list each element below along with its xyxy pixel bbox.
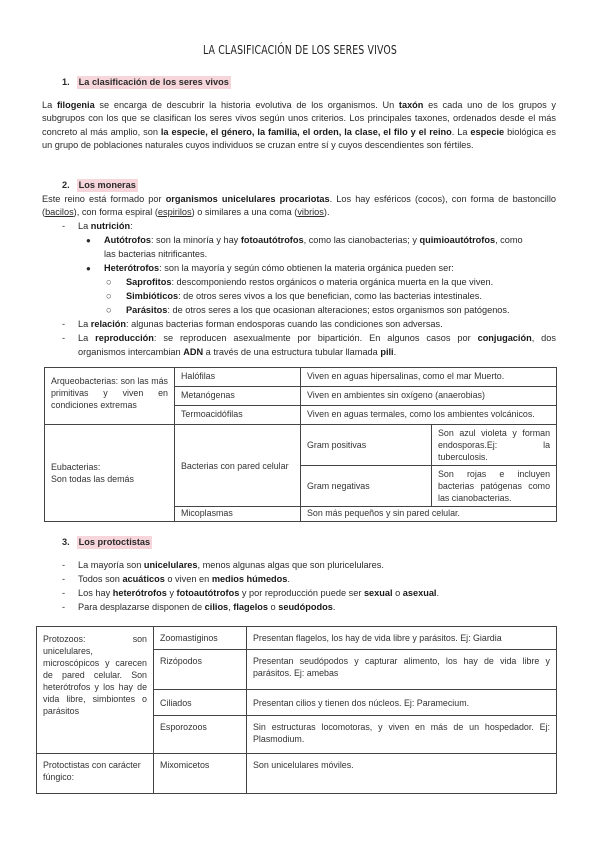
table-cell: Micoplasmas — [175, 507, 301, 522]
document-page: LA CLASIFICACIÓN DE LOS SERES VIVOS 1. La clasificación de los seres vivos La filogenia se encarga de descubrir la historia evolutiva de los organismos. Un taxón es cada uno de los grupos y subgrupos con los que se clasifican los seres vivos según unos criterios. Los principales taxones, ordenados desde el más concreto al más amplio, son la especie, el género, la familia, el orden, la clase, el filo y el reino. La especie biológica es un grupo de poblaciones naturales cuyos individuos se cruzan entre sí y cuyos descendientes son fértiles. 2. Los moneras Este reino está formado por organismos unicelulares procariotas. Los hay esféricos (cocos), con forma de bastoncillo (bacilos), con forma espiral (espirilos) o similares a una coma (vibrios). - La nutrición: ● Autótrofos: son la minoría y hay fotoautótrofos, como las cianobacterias; y quimioautótrofos, como las bacterias nitrificantes. ● Heterótrofos: son la mayoría y según cómo obtienen la materia orgánica pueden ser: ○ Saprofitos: descomponiendo restos orgánicos o materia orgánica muerta en la que viven. ○ Simbióticos: de otros seres vivos a los que benefician, como las bacterias intestinales. ○ Parásitos: de otros seres a los que ocasionan alteraciones; estos organismos son patógenos. - La relación: algunas bacterias forman endosporas cuando las condiciones son adversas. - La reproducción: se reproducen asexualmente por bipartición. En algunos casos por conjugación, dos organismos intercambian ADN a través de una estructura tubular llamada pili. Arqueobacterias: son las más primitivas y viven en condiciones extremas Halófilas Viven en aguas hipersalinas, como el mar Muerto. Metanógenas Viven en ambientes sin oxígeno (anaerobias) Termoacidófilas Viven en aguas termales, como los ambientes volcánicos. Eubacterias: Son todas las demás Bacterias con pared celular Gram positivas Son azul violeta y forman endosporas.Ej: la tuberculosis. Gram negativas Son rojas e incluyen bacterias patógenas como las cianobacterias. Micoplasmas Son más pequeños y sin pared celular. 3. Los protoctistas - La mayoría son unicelulares, menos algunas algas que son pluricelulares. - Todos son acuáticos o viven en medios húmedos. - Los hay heterótrofos y fotoautótrofos y por reproducción puede ser sexual o asexual. - Para desplazarse disponen de cilios, flagelos o seudópodos. Protozoos: son unicelulares, microscópicos y carecen de pared celular. Son heterótrofos y los hay de vida libre, simbiontes o parásitos Zoomastiginos Presentan flagelos, los hay de vida libre y parásitos. Ej: Giardia Rizópodos Presentan seudópodos y capturar alimento, los hay de vida libre y parásitos. Ej: amebas Ciliados Presentan cilios y tienen dos núcleos. Ej: Paramecium. Esporozoos Sin estructuras locomotoras, y viven en más de un hospedador. Ej: Plasmodium. Protoctistas con carácter fúngico: Mixomicetos Son unicelulares móviles. — [0, 0, 600, 848]
table-cell: Esporozoos — [154, 716, 247, 754]
table-cell: Presentan flagelos, los hay de vida libre y parásitos. Ej: Giardia — [247, 627, 557, 650]
table-cell: Presentan seudópodos y capturar alimento, los hay de vida libre y parásitos. Ej: amebas — [247, 650, 557, 690]
table-cell: Gram negativas — [301, 466, 432, 507]
table-cell: Bacterias con pared celular — [175, 425, 301, 507]
table-cell: Viven en aguas hipersalinas, como el mar Muerto. — [301, 368, 557, 387]
table-cell: Presentan cilios y tienen dos núcleos. Ej: Paramecium. — [247, 690, 557, 716]
section-label: Los moneras — [77, 179, 138, 192]
protoctistas-table — [36, 626, 557, 794]
table-cell: Son más pequeños y sin pared celular. — [301, 507, 557, 522]
section-heading-2 — [62, 179, 138, 192]
table-cell: Arqueobacterias: son las más primitivas y viven en condiciones extremas — [45, 368, 175, 425]
table-row — [45, 368, 557, 387]
section-heading-3 — [62, 536, 152, 549]
page-title: LA CLASIFICACIÓN DE LOS SERES VIVOS — [202, 43, 398, 57]
table-cell: Sin estructuras locomotoras, y viven en más de un hospedador. Ej: Plasmodium. — [247, 716, 557, 754]
table-cell: Viven en ambientes sin oxígeno (anaerobias) — [301, 387, 557, 406]
table-cell: Ciliados — [154, 690, 247, 716]
table-cell: Metanógenas — [175, 387, 301, 406]
table-cell: Protoctistas con carácter fúngico: — [37, 754, 154, 794]
table-cell: Protozoos: son unicelulares, microscópicos y carecen de pared celular. Son heterótrofos y los hay de vida libre, simbiontes o parásitos — [37, 627, 154, 754]
table-cell: Gram positivas — [301, 425, 432, 466]
section-number: 2. — [62, 180, 70, 190]
moneras-table — [44, 367, 557, 522]
section-label: La clasificación de los seres vivos — [77, 76, 231, 89]
section-heading-1 — [62, 76, 231, 89]
section-label: Los protoctistas — [77, 536, 152, 549]
table-row — [37, 754, 557, 794]
table-cell: Son azul violeta y forman endosporas.Ej: la tuberculosis. — [432, 425, 557, 466]
table-cell: Rizópodos — [154, 650, 247, 690]
table-cell: Viven en aguas termales, como los ambientes volcánicos. — [301, 406, 557, 425]
table-cell: Halófilas — [175, 368, 301, 387]
table-cell: Mixomicetos — [154, 754, 247, 794]
moneras-paragraph: Este reino está formado por organismos unicelulares procariotas. Los hay esféricos (cocos), con forma de bastoncillo (bacilos), con forma espiral (espirilos) o similares a una coma (vibrios). — [42, 194, 556, 218]
table-row — [45, 425, 557, 466]
section-number: 3. — [62, 537, 70, 547]
table-cell: Termoacidófilas — [175, 406, 301, 425]
table-cell: Son rojas e incluyen bacterias patógenas como las cianobacterias. — [432, 466, 557, 507]
table-row — [37, 627, 557, 650]
table-cell: Eubacterias: Son todas las demás — [45, 425, 175, 522]
table-cell: Son unicelulares móviles. — [247, 754, 557, 794]
table-cell: Zoomastiginos — [154, 627, 247, 650]
intro-paragraph: La filogenia se encarga de descubrir la historia evolutiva de los organismos. Un taxón es cada uno de los grupos y subgrupos con los que se clasifican los seres vivos según unos criterios. Los principales taxones, ordenados desde el más concreto al más amplio, son la especie, el género, la familia, el orden, la clase, el filo y el reino. La especie biológica es un grupo de poblaciones naturales cuyos individuos se cruzan entre sí y cuyos descendientes son fértiles. — [42, 100, 556, 151]
section-number: 1. — [62, 77, 70, 87]
